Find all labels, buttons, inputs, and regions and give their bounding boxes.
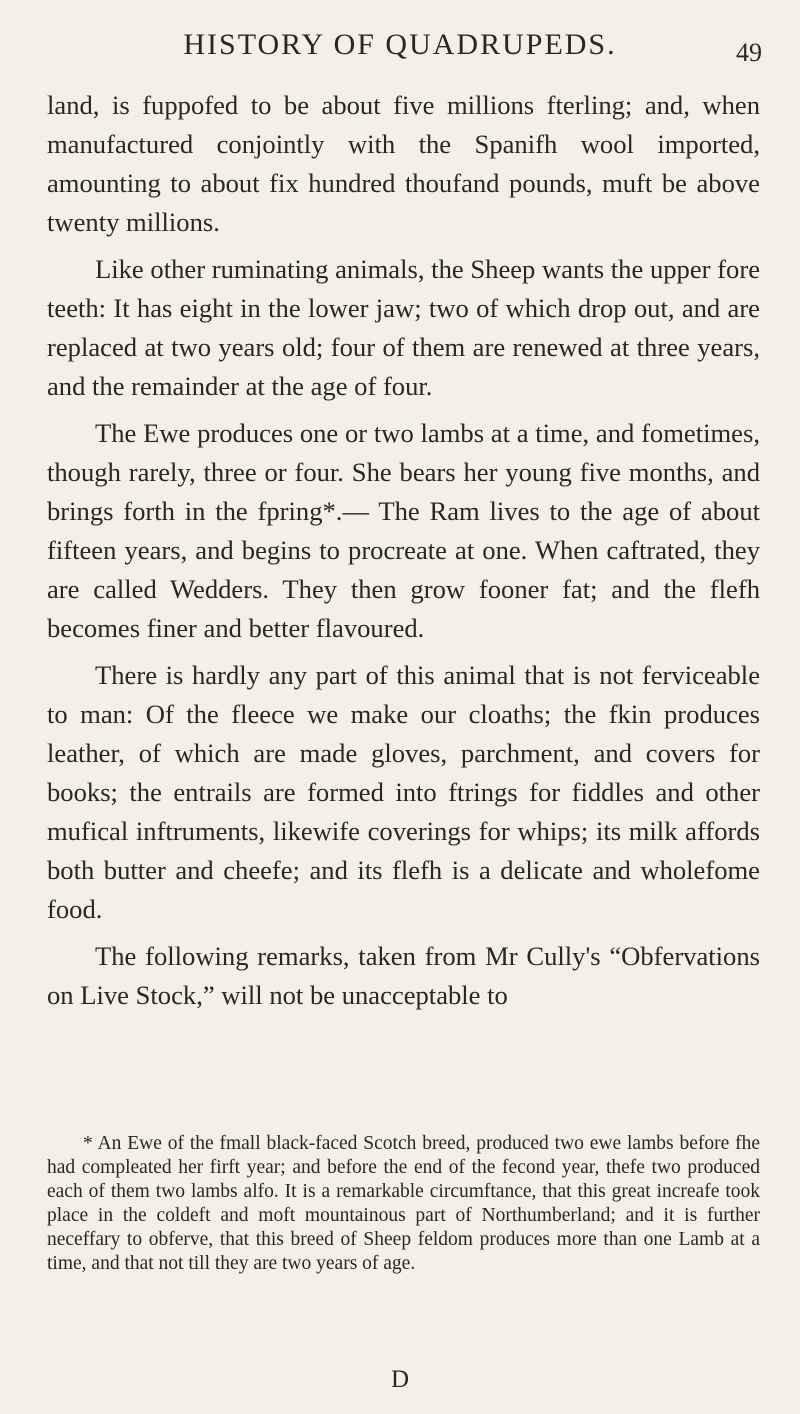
paragraph: The Ewe produces one or two lambs at a time, and fometimes, though rarely, three or four. She bears her young five months, and brings forth in the fpring*.— The Ram lives to the age of about fifteen years, and begins to procreate at one. When caftrated, they are called Wedders. They then grow fooner fat; and the flefh becomes finer and better flavoured. [47,418,760,643]
paragraph: land, is fuppofed to be about five millions fterling; and, when manufactured conjointly with the Spanifh wool imported, amounting to about fix hundred thoufand pounds, muft be above twenty millions. [47,90,760,237]
signature-mark: D [390,1366,410,1393]
page-header [0,28,800,84]
paragraph: Like other ruminating animals, the Sheep wants the upper fore teeth: It has eight in the lower jaw; two of which drop out, and are replaced at two years old; four of them are renewed at three years, and the remainder at the age of four. [47,254,760,401]
paragraph: The following remarks, taken from Mr Cully's “Obfervations on Live Stock,” will not be unacceptable to [47,941,760,1010]
running-head: HISTORY OF QUADRUPEDS. [183,28,617,61]
footnote: * An Ewe of the fmall black-faced Scotch breed, produced two ewe lambs before fhe had compleated her firft year; and before the end of the fecond year, thefe two produced each of them two lambs alfo. It is a remarkable circumftance, that this great increafe took place in the coldeft and moft mountainous part of Northumberland; and it is further neceffary to obferve, that this breed of Sheep feldom produces more than one Lamb at a time, and that not till they are two years of age. [47,1133,760,1274]
paragraph: There is hardly any part of this animal that is not ferviceable to man: Of the fleece we make our cloaths; the fkin produces leather, of which are made gloves, parchment, and covers for books; the entrails are formed into ftrings for fiddles and other mufical inftruments, likewife coverings for whips; its milk affords both butter and cheefe; and its flefh is a delicate and wholefome food. [47,660,760,924]
body-text [47,86,760,1015]
page-number: 49 [736,38,762,67]
